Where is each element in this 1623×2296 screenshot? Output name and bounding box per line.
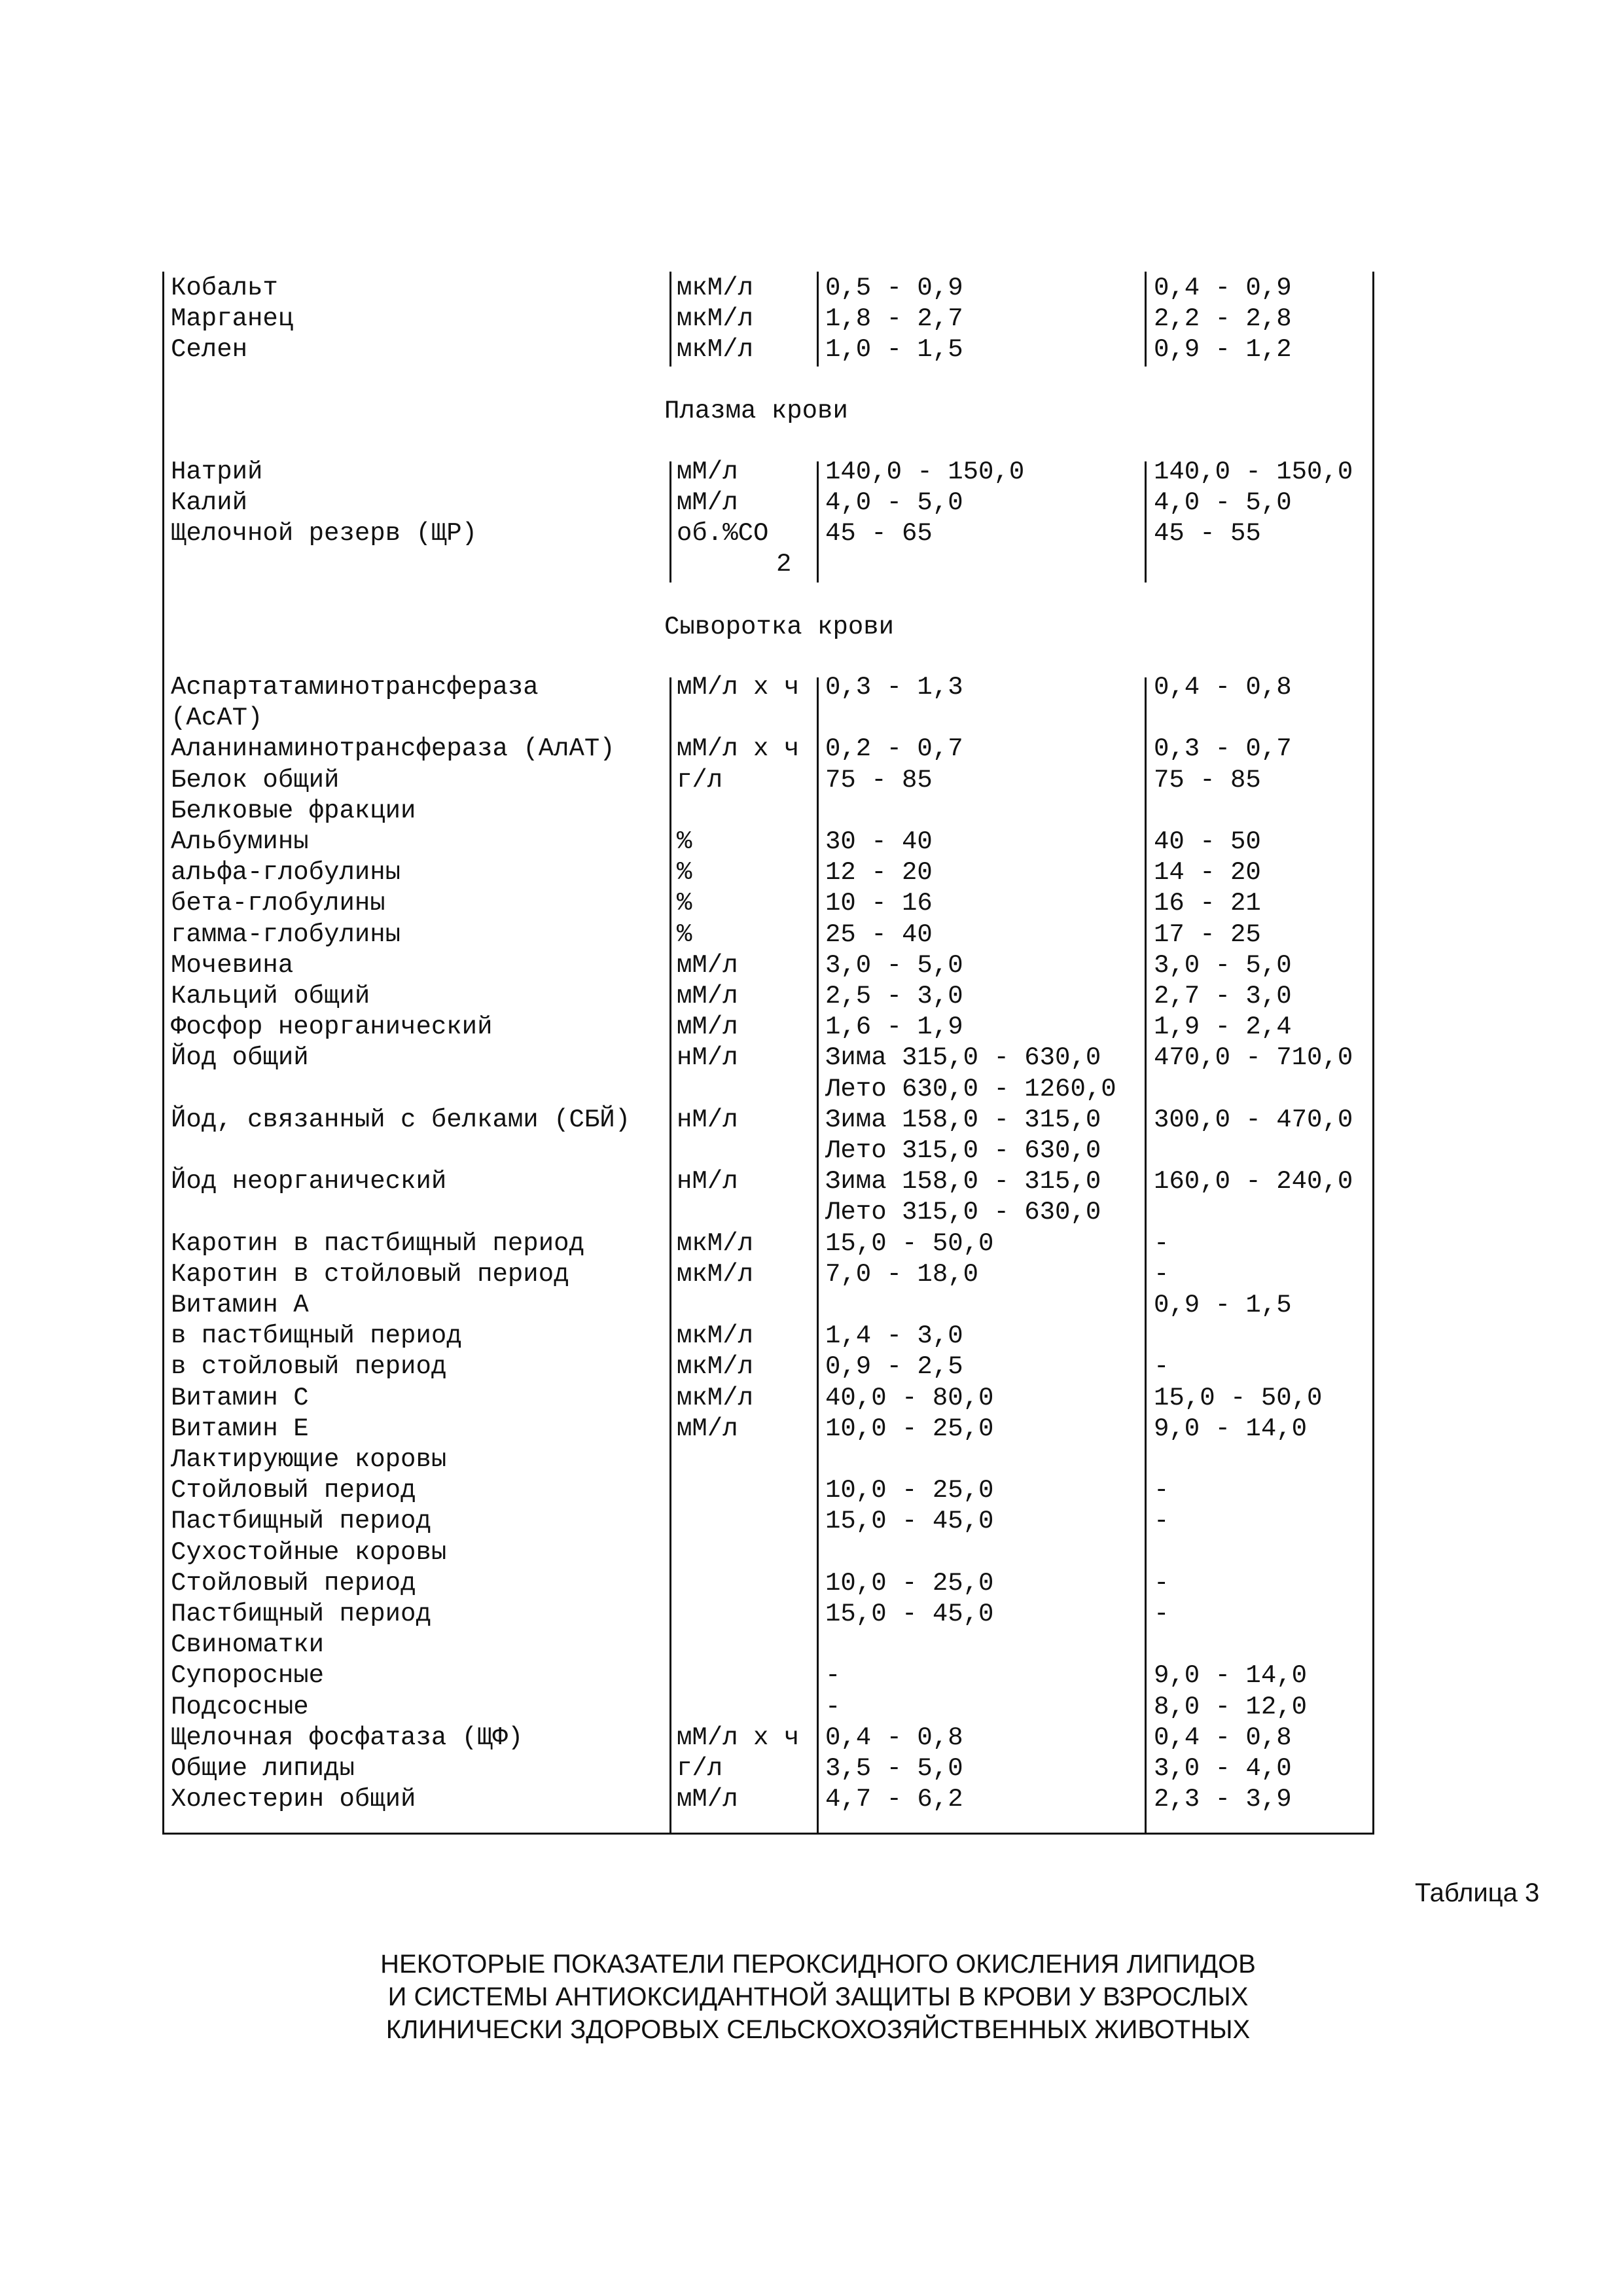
col-sep-v1-serum bbox=[817, 677, 819, 1835]
row-name: Натрий bbox=[171, 457, 263, 486]
table-title-line-1: НЕКОТОРЫЕ ПОКАЗАТЕЛИ ПЕРОКСИДНОГО ОКИСЛЕНИЯ ЛИПИДОВ bbox=[380, 1950, 1256, 1979]
row-value-other: 8,0 - 12,0 bbox=[1154, 1692, 1308, 1721]
row-value-other: 40 - 50 bbox=[1154, 827, 1261, 856]
col-sep-v1-plasma bbox=[817, 461, 819, 583]
row-name: бета-глобулины bbox=[171, 889, 385, 918]
row-name: Пастбищный период bbox=[171, 1507, 431, 1536]
row-name: Витамин Е bbox=[171, 1414, 309, 1443]
row-name: Фосфор неорганический bbox=[171, 1013, 493, 1042]
row-value-cattle: 40,0 - 80,0 bbox=[825, 1383, 994, 1412]
row-unit: мкМ/л bbox=[677, 1321, 754, 1351]
section-serum-heading: Сыворотка крови bbox=[664, 613, 895, 641]
table-bottom-border bbox=[162, 1833, 1374, 1835]
row-value-cattle: 7,0 - 18,0 bbox=[825, 1259, 979, 1289]
row-value-cattle: 10,0 - 25,0 bbox=[825, 1568, 994, 1598]
row-unit: мМ/л bbox=[677, 488, 738, 517]
row-value-other: - bbox=[1154, 1568, 1169, 1598]
row-value-cattle: 4,0 - 5,0 bbox=[825, 488, 963, 517]
row-value-cattle: 15,0 - 50,0 bbox=[825, 1229, 994, 1258]
row-value-cattle: 10,0 - 25,0 bbox=[825, 1414, 994, 1443]
co2-subscript: 2 bbox=[776, 550, 792, 579]
row-value-cattle: 1,6 - 1,9 bbox=[825, 1013, 963, 1042]
row-name: Витамин С bbox=[171, 1383, 309, 1412]
row-value-cattle: Лето 630,0 - 1260,0 bbox=[825, 1074, 1116, 1103]
row-name: (АсАТ) bbox=[171, 704, 263, 733]
row-value-cattle: Лето 315,0 - 630,0 bbox=[825, 1136, 1101, 1165]
row-value-cattle: Зима 158,0 - 315,0 bbox=[825, 1167, 1101, 1196]
row-name: Марганец bbox=[171, 304, 294, 333]
row-name: Йод общий bbox=[171, 1043, 309, 1073]
row-value-cattle: 12 - 20 bbox=[825, 858, 933, 888]
row-unit: нМ/л bbox=[677, 1167, 738, 1196]
row-value-cattle: 4,7 - 6,2 bbox=[825, 1785, 963, 1814]
row-unit: мкМ/л bbox=[677, 274, 754, 302]
row-unit: мМ/л bbox=[677, 950, 738, 980]
row-value-other: 0,3 - 0,7 bbox=[1154, 734, 1292, 764]
row-name: Витамин А bbox=[171, 1291, 309, 1319]
row-unit: мкМ/л bbox=[677, 304, 754, 333]
col-sep-v2-serum bbox=[1145, 677, 1147, 1835]
row-unit: мкМ/л bbox=[677, 1383, 754, 1412]
row-unit: об.%CO bbox=[677, 519, 769, 548]
row-name: Супоросные bbox=[171, 1661, 325, 1691]
row-value-other: 0,4 - 0,8 bbox=[1154, 673, 1292, 702]
row-value-other: - bbox=[1154, 1476, 1169, 1505]
row-value-cattle: 10,0 - 25,0 bbox=[825, 1476, 994, 1505]
row-value-other: 0,9 - 1,5 bbox=[1154, 1291, 1292, 1319]
row-name: Холестерин общий bbox=[171, 1785, 416, 1814]
row-name: Стойловый период bbox=[171, 1476, 416, 1505]
row-value-cattle: 0,2 - 0,7 bbox=[825, 734, 963, 764]
row-name: Аспартатаминотрансфераза bbox=[171, 673, 539, 702]
row-value-other: 2,2 - 2,8 bbox=[1154, 304, 1292, 333]
row-value-cattle: 0,4 - 0,8 bbox=[825, 1723, 963, 1752]
row-unit: мкМ/л bbox=[677, 1352, 754, 1382]
row-name: Каротин в стойловый период bbox=[171, 1259, 569, 1289]
reference-values-table bbox=[162, 272, 1374, 1835]
row-value-cattle: 2,5 - 3,0 bbox=[825, 982, 963, 1011]
row-value-cattle: 3,5 - 5,0 bbox=[825, 1754, 963, 1783]
row-name: Кобальт bbox=[171, 274, 278, 302]
row-unit: % bbox=[677, 889, 692, 918]
row-unit: мМ/л bbox=[677, 457, 738, 486]
row-value-cattle: Лето 315,0 - 630,0 bbox=[825, 1198, 1101, 1227]
row-value-cattle: 15,0 - 45,0 bbox=[825, 1600, 994, 1628]
row-value-other: 16 - 21 bbox=[1154, 889, 1261, 918]
row-name: Лактирующие коровы bbox=[171, 1445, 447, 1474]
row-value-other: 14 - 20 bbox=[1154, 858, 1261, 888]
row-name: Свиноматки bbox=[171, 1630, 325, 1660]
row-value-other: - bbox=[1154, 1352, 1169, 1382]
row-unit: мМ/л х ч bbox=[677, 673, 800, 702]
row-name: Йод, связанный с белками (СБЙ) bbox=[171, 1105, 631, 1134]
row-unit: нМ/л bbox=[677, 1105, 738, 1134]
row-value-cattle: 15,0 - 45,0 bbox=[825, 1507, 994, 1536]
col-sep-unit-top bbox=[669, 272, 671, 367]
row-value-cattle: - bbox=[825, 1661, 841, 1691]
row-unit: мМ/л bbox=[677, 982, 738, 1011]
row-value-cattle: 0,3 - 1,3 bbox=[825, 673, 963, 702]
row-value-other: 140,0 - 150,0 bbox=[1154, 457, 1353, 486]
row-value-cattle: 3,0 - 5,0 bbox=[825, 950, 963, 980]
row-name: гамма-глобулины bbox=[171, 920, 401, 949]
row-value-cattle: Зима 158,0 - 315,0 bbox=[825, 1105, 1101, 1134]
row-name: в пастбищный период bbox=[171, 1321, 462, 1351]
row-value-other: 3,0 - 5,0 bbox=[1154, 950, 1292, 980]
row-name: Подсосные bbox=[171, 1692, 309, 1721]
row-value-other: - bbox=[1154, 1259, 1169, 1289]
row-value-cattle: 30 - 40 bbox=[825, 827, 933, 856]
row-value-cattle: 25 - 40 bbox=[825, 920, 933, 949]
row-value-other: 2,7 - 3,0 bbox=[1154, 982, 1292, 1011]
table-number: Таблица 3 bbox=[1415, 1878, 1540, 1907]
row-value-other: 2,3 - 3,9 bbox=[1154, 1785, 1292, 1814]
row-value-other: 75 - 85 bbox=[1154, 765, 1261, 795]
col-sep-v1-top bbox=[817, 272, 819, 367]
row-unit: мкМ/л bbox=[677, 335, 754, 364]
row-unit: мМ/л bbox=[677, 1414, 738, 1443]
row-name: Кальций общий bbox=[171, 982, 370, 1011]
row-name: Пастбищный период bbox=[171, 1600, 431, 1628]
row-unit: мкМ/л bbox=[677, 1259, 754, 1289]
row-name: Йод неорганический bbox=[171, 1167, 447, 1196]
row-unit: мМ/л bbox=[677, 1785, 738, 1814]
row-value-other: 9,0 - 14,0 bbox=[1154, 1661, 1308, 1691]
row-value-cattle: 1,8 - 2,7 bbox=[825, 304, 963, 333]
row-value-other: 4,0 - 5,0 bbox=[1154, 488, 1292, 517]
row-value-cattle: 75 - 85 bbox=[825, 765, 933, 795]
col-sep-v2-plasma bbox=[1145, 461, 1147, 583]
row-value-cattle: - bbox=[825, 1692, 841, 1721]
row-name: Каротин в пастбищный период bbox=[171, 1229, 584, 1258]
row-unit: мМ/л х ч bbox=[677, 1723, 800, 1752]
row-value-cattle: 0,9 - 2,5 bbox=[825, 1352, 963, 1382]
col-sep-v2-top bbox=[1145, 272, 1147, 367]
row-value-other: 470,0 - 710,0 bbox=[1154, 1043, 1353, 1073]
row-unit: нМ/л bbox=[677, 1043, 738, 1073]
row-unit: % bbox=[677, 827, 692, 856]
row-name: Белковые фракции bbox=[171, 796, 416, 825]
row-value-other: - bbox=[1154, 1229, 1169, 1258]
row-unit: мМ/л х ч bbox=[677, 734, 800, 764]
table-title-line-2: И СИСТЕМЫ АНТИОКСИДАНТНОЙ ЗАЩИТЫ В КРОВИ У ВЗРОСЛЫХ bbox=[387, 1982, 1249, 2011]
row-name: Аланинаминотрансфераза (АлАТ) bbox=[171, 734, 615, 764]
row-name: Сухостойные коровы bbox=[171, 1537, 447, 1567]
row-value-other: 0,4 - 0,8 bbox=[1154, 1723, 1292, 1752]
row-name: Селен bbox=[171, 335, 248, 364]
col-sep-unit-serum bbox=[669, 677, 671, 1835]
row-name: Белок общий bbox=[171, 765, 340, 795]
row-value-other: - bbox=[1154, 1600, 1169, 1628]
row-value-cattle: 1,0 - 1,5 bbox=[825, 335, 963, 364]
table-left-border bbox=[162, 272, 164, 1835]
row-name: Мочевина bbox=[171, 950, 294, 980]
row-unit: % bbox=[677, 920, 692, 949]
row-value-other: 1,9 - 2,4 bbox=[1154, 1013, 1292, 1042]
row-unit: % bbox=[677, 858, 692, 888]
row-name: Щелочная фосфатаза (ЩФ) bbox=[171, 1723, 524, 1752]
row-unit: мкМ/л bbox=[677, 1229, 754, 1258]
row-name: альфа-глобулины bbox=[171, 858, 401, 888]
row-value-other: 0,9 - 1,2 bbox=[1154, 335, 1292, 364]
row-name: в стойловый период bbox=[171, 1352, 447, 1382]
row-value-other: 15,0 - 50,0 bbox=[1154, 1383, 1323, 1412]
row-value-other: 160,0 - 240,0 bbox=[1154, 1167, 1353, 1196]
row-value-cattle: 1,4 - 3,0 bbox=[825, 1321, 963, 1351]
row-name: Общие липиды bbox=[171, 1754, 355, 1783]
row-value-other: 45 - 55 bbox=[1154, 519, 1261, 548]
row-value-other: 3,0 - 4,0 bbox=[1154, 1754, 1292, 1783]
row-value-cattle: Зима 315,0 - 630,0 bbox=[825, 1043, 1101, 1073]
row-unit: мМ/л bbox=[677, 1013, 738, 1042]
row-unit: г/л bbox=[677, 765, 723, 795]
table-title-line-3: КЛИНИЧЕСКИ ЗДОРОВЫХ СЕЛЬСКОХОЗЯЙСТВЕННЫХ ЖИВОТНЫХ bbox=[385, 2015, 1251, 2044]
row-value-cattle: 0,5 - 0,9 bbox=[825, 274, 963, 302]
row-value-cattle: 140,0 - 150,0 bbox=[825, 457, 1025, 486]
row-value-other: 300,0 - 470,0 bbox=[1154, 1105, 1353, 1134]
row-name: Калий bbox=[171, 488, 248, 517]
row-unit: г/л bbox=[677, 1754, 723, 1783]
row-name: Стойловый период bbox=[171, 1568, 416, 1598]
row-value-other: - bbox=[1154, 1507, 1169, 1536]
row-value-other: 0,4 - 0,9 bbox=[1154, 274, 1292, 302]
col-sep-unit-plasma bbox=[669, 461, 671, 583]
row-name: Щелочной резерв (ЩР) bbox=[171, 519, 478, 548]
row-value-cattle: 45 - 65 bbox=[825, 519, 933, 548]
row-value-cattle: 10 - 16 bbox=[825, 889, 933, 918]
section-plasma-heading: Плазма крови bbox=[664, 397, 848, 425]
table-right-border bbox=[1372, 272, 1374, 1835]
row-value-other: 9,0 - 14,0 bbox=[1154, 1414, 1308, 1443]
row-value-other: 17 - 25 bbox=[1154, 920, 1261, 949]
row-name: Альбумины bbox=[171, 827, 309, 856]
